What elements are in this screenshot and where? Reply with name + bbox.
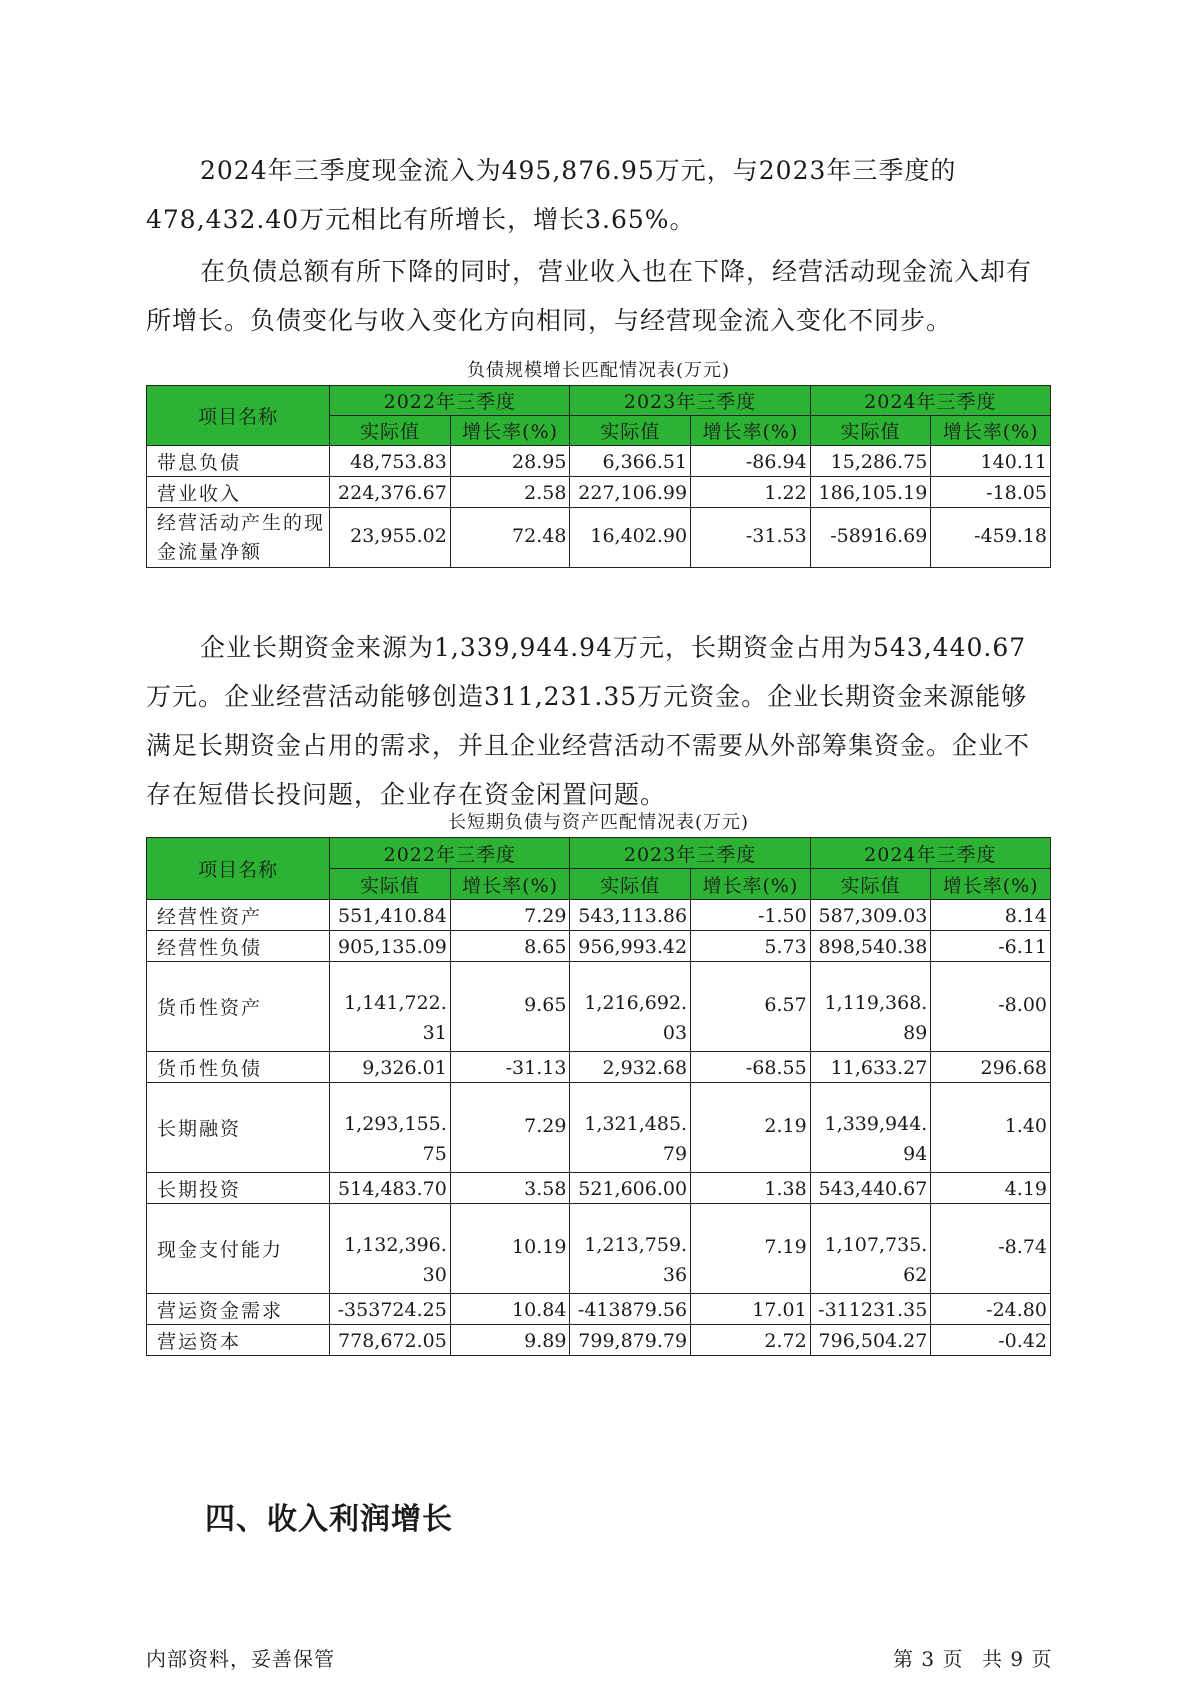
cell-value: 2.58 xyxy=(450,477,570,508)
cell-value: -24.80 xyxy=(931,1294,1051,1325)
cell-value: 9.89 xyxy=(450,1325,570,1356)
footer-page-number: 第 3 页 xyxy=(893,1647,964,1671)
cell-value: 9.65 xyxy=(450,962,570,1052)
table-row xyxy=(147,1173,1051,1204)
table-row xyxy=(147,477,1051,508)
header-growth: 增长率(%) xyxy=(931,869,1051,900)
header-period-2023: 2023年三季度 xyxy=(570,386,810,416)
row-name: 营运资金需求 xyxy=(147,1294,330,1325)
header-period-2022: 2022年三季度 xyxy=(330,386,570,416)
cell-value: 521,606.00 xyxy=(570,1173,691,1204)
cell-value: 1,339,944.94 xyxy=(810,1083,931,1173)
row-name: 货币性负债 xyxy=(147,1052,330,1083)
cell-value: 7.29 xyxy=(450,1083,570,1173)
section-heading: 四、收入利润增长 xyxy=(205,1502,453,1537)
cell-value: -6.11 xyxy=(931,931,1051,962)
row-name: 带息负债 xyxy=(147,446,330,477)
cell-value: 4.19 xyxy=(931,1173,1051,1204)
cell-value: 296.68 xyxy=(931,1052,1051,1083)
cell-value: 1.22 xyxy=(691,477,811,508)
footer-confidential-note: 内部资料，妥善保管 xyxy=(146,1647,335,1671)
table-row xyxy=(147,1325,1051,1356)
row-name: 长期投资 xyxy=(147,1173,330,1204)
cell-value: 7.29 xyxy=(450,900,570,931)
cell-value: 1,213,759.36 xyxy=(570,1204,691,1294)
cell-value: 514,483.70 xyxy=(330,1173,451,1204)
table-debt-growth xyxy=(146,385,1051,568)
cell-value: 6.57 xyxy=(691,962,811,1052)
cell-value: 10.19 xyxy=(450,1204,570,1294)
header-item-name: 项目名称 xyxy=(147,838,330,900)
cell-value: 1,132,396.30 xyxy=(330,1204,451,1294)
cell-value: -18.05 xyxy=(931,477,1051,508)
cell-value: 224,376.67 xyxy=(330,477,451,508)
header-item-name: 项目名称 xyxy=(147,386,330,446)
cell-value: 10.84 xyxy=(450,1294,570,1325)
header-growth: 增长率(%) xyxy=(691,869,811,900)
cell-value: 778,672.05 xyxy=(330,1325,451,1356)
cell-value: 72.48 xyxy=(450,508,570,568)
header-period-2024: 2024年三季度 xyxy=(810,838,1050,869)
table-row xyxy=(147,1204,1051,1294)
cell-value: 23,955.02 xyxy=(330,508,451,568)
cell-value: 140.11 xyxy=(931,446,1051,477)
header-actual: 实际值 xyxy=(810,416,931,446)
cell-value: 6,366.51 xyxy=(570,446,691,477)
cell-value: 543,440.67 xyxy=(810,1173,931,1204)
cell-value: -0.42 xyxy=(931,1325,1051,1356)
cell-value: 227,106.99 xyxy=(570,477,691,508)
cell-value: 11,633.27 xyxy=(810,1052,931,1083)
cell-value: 551,410.84 xyxy=(330,900,451,931)
cell-value: 7.19 xyxy=(691,1204,811,1294)
cell-value: -68.55 xyxy=(691,1052,811,1083)
row-name: 长期融资 xyxy=(147,1083,330,1173)
cell-value: 543,113.86 xyxy=(570,900,691,931)
cell-value: 1,293,155.75 xyxy=(330,1083,451,1173)
footer-total-pages: 共 9 页 xyxy=(982,1647,1053,1671)
cell-value: -58916.69 xyxy=(810,508,931,568)
paragraph-debt-revenue: 在负债总额有所下降的同时，营业收入也在下降，经营活动现金流入却有所增长。负债变化与收入变化方向相同，与经营现金流入变化不同步。 xyxy=(146,257,1033,335)
cell-value: 1,141,722.31 xyxy=(330,962,451,1052)
header-growth: 增长率(%) xyxy=(450,869,570,900)
cell-value: 1,216,692.03 xyxy=(570,962,691,1052)
cell-value: 796,504.27 xyxy=(810,1325,931,1356)
table-row xyxy=(147,1083,1051,1173)
cell-value: -311231.35 xyxy=(810,1294,931,1325)
cell-value: -31.53 xyxy=(691,508,811,568)
table-row xyxy=(147,446,1051,477)
header-actual: 实际值 xyxy=(570,869,691,900)
row-name: 营运资本 xyxy=(147,1325,330,1356)
cell-value: 28.95 xyxy=(450,446,570,477)
row-name: 货币性资产 xyxy=(147,962,330,1052)
table1-caption: 负债规模增长匹配情况表(万元) xyxy=(466,360,731,381)
cell-value: -31.13 xyxy=(450,1052,570,1083)
table-row xyxy=(147,508,1051,568)
header-period-2022: 2022年三季度 xyxy=(330,838,570,869)
header-actual: 实际值 xyxy=(810,869,931,900)
cell-value: -413879.56 xyxy=(570,1294,691,1325)
cell-value: 17.01 xyxy=(691,1294,811,1325)
cell-value: 48,753.83 xyxy=(330,446,451,477)
cell-value: 3.58 xyxy=(450,1173,570,1204)
header-growth: 增长率(%) xyxy=(450,416,570,446)
cell-value: 2.19 xyxy=(691,1083,811,1173)
cell-value: 2,932.68 xyxy=(570,1052,691,1083)
cell-value: 8.65 xyxy=(450,931,570,962)
table-asset-liability-match xyxy=(146,837,1051,1356)
cell-value: 5.73 xyxy=(691,931,811,962)
cell-value: 956,993.42 xyxy=(570,931,691,962)
cell-value: 15,286.75 xyxy=(810,446,931,477)
cell-value: -353724.25 xyxy=(330,1294,451,1325)
cell-value: -8.00 xyxy=(931,962,1051,1052)
cell-value: 8.14 xyxy=(931,900,1051,931)
table-row xyxy=(147,962,1051,1052)
table-row xyxy=(147,1052,1051,1083)
cell-value: -86.94 xyxy=(691,446,811,477)
header-actual: 实际值 xyxy=(570,416,691,446)
cell-value: 587,309.03 xyxy=(810,900,931,931)
row-name: 经营活动产生的现金流量净额 xyxy=(147,508,330,568)
cell-value: 905,135.09 xyxy=(330,931,451,962)
table2-caption: 长短期负债与资产匹配情况表(万元) xyxy=(447,812,750,833)
table-row xyxy=(147,900,1051,931)
cell-value: 9,326.01 xyxy=(330,1052,451,1083)
cell-value: 898,540.38 xyxy=(810,931,931,962)
cell-value: 2.72 xyxy=(691,1325,811,1356)
header-growth: 增长率(%) xyxy=(931,416,1051,446)
header-period-2024: 2024年三季度 xyxy=(810,386,1050,416)
cell-value: -459.18 xyxy=(931,508,1051,568)
cell-value: 1,119,368.89 xyxy=(810,962,931,1052)
header-growth: 增长率(%) xyxy=(691,416,811,446)
row-name: 营业收入 xyxy=(147,477,330,508)
cell-value: 1,321,485.79 xyxy=(570,1083,691,1173)
header-period-2023: 2023年三季度 xyxy=(570,838,810,869)
row-name: 现金支付能力 xyxy=(147,1204,330,1294)
cell-value: -8.74 xyxy=(931,1204,1051,1294)
cell-value: 186,105.19 xyxy=(810,477,931,508)
cell-value: 1.40 xyxy=(931,1083,1051,1173)
paragraph-cash-inflow: 2024年三季度现金流入为495,876.95万元，与2023年三季度的478,432.40万元相比有所增长，增长3.65%。 xyxy=(146,156,957,234)
paragraph-long-term-funds: 企业长期资金来源为1,339,944.94万元，长期资金占用为543,440.67万元。企业经营活动能够创造311,231.35万元资金。企业长期资金来源能够满足长期资金占用的需求，并且企业经营活动不需要从外部筹集资金。企业不存在短借长投问题，企业存在资金闲置问题。 xyxy=(146,633,1031,809)
header-actual: 实际值 xyxy=(330,416,451,446)
row-name: 经营性资产 xyxy=(147,900,330,931)
header-actual: 实际值 xyxy=(330,869,451,900)
cell-value: 1,107,735.62 xyxy=(810,1204,931,1294)
table-row xyxy=(147,1294,1051,1325)
row-name: 经营性负债 xyxy=(147,931,330,962)
cell-value: 799,879.79 xyxy=(570,1325,691,1356)
cell-value: -1.50 xyxy=(691,900,811,931)
cell-value: 1.38 xyxy=(691,1173,811,1204)
table-row xyxy=(147,931,1051,962)
cell-value: 16,402.90 xyxy=(570,508,691,568)
